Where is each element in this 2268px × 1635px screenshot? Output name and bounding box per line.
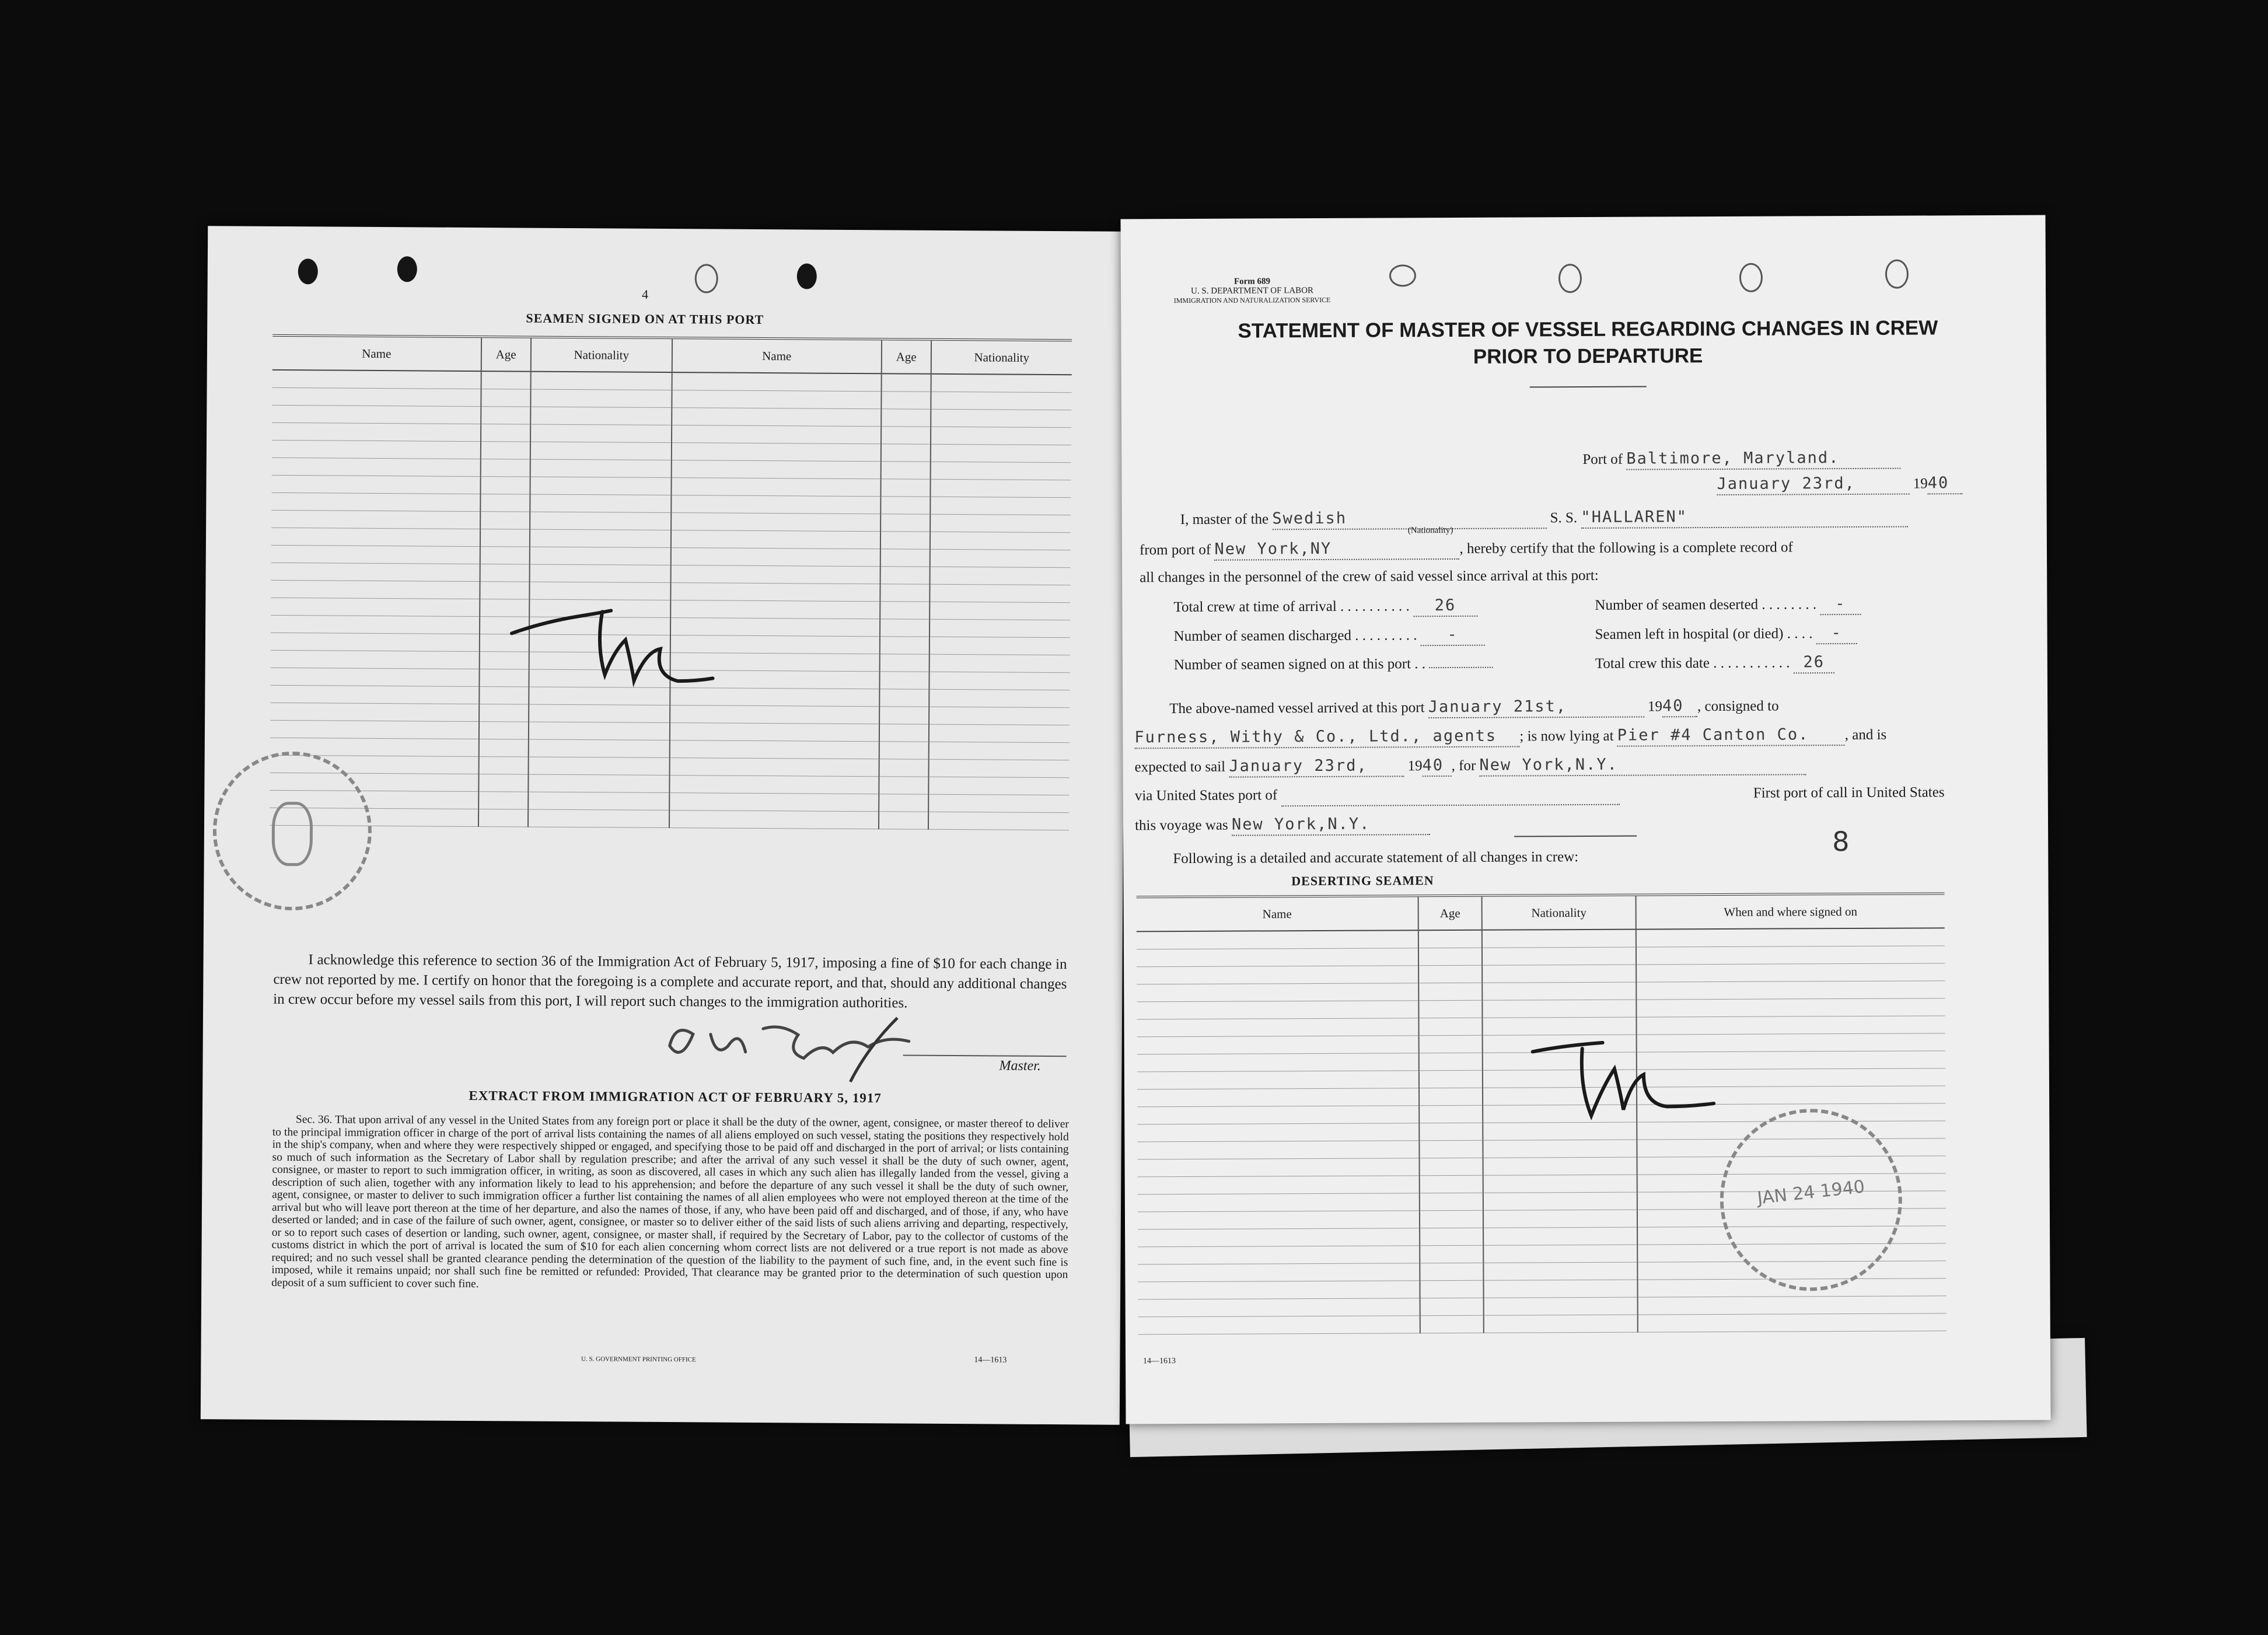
table-cell [478, 792, 528, 810]
table-cell [1636, 981, 1945, 1000]
voyage-value: New York,N.Y. [1232, 814, 1430, 836]
table-cell [929, 707, 1070, 725]
table-cell [480, 529, 530, 547]
total-arrival-label: Total crew at time of arrival . . . . . . . . . . [1173, 598, 1410, 616]
hospital-value: - [1816, 623, 1857, 644]
table-cell [1484, 1297, 1638, 1315]
table-cell [1137, 1141, 1419, 1159]
table-cell [481, 371, 530, 389]
table-cell [672, 372, 882, 392]
table-cell [880, 497, 930, 515]
table-cell [880, 602, 929, 620]
table-cell [930, 479, 1071, 497]
table-cell [1138, 1246, 1420, 1264]
nil-scribble [1527, 1033, 1726, 1139]
form-code: 14—1613 [1143, 1357, 1176, 1366]
table-cell [1636, 946, 1945, 965]
table-cell [1482, 982, 1636, 1000]
table-cell [1138, 1193, 1420, 1212]
master-signature [658, 1011, 927, 1088]
table-cell [1484, 1315, 1638, 1333]
table-cell [1420, 1210, 1483, 1228]
table-cell [270, 703, 479, 721]
table-cell [478, 809, 528, 827]
table-cell [1420, 1158, 1483, 1175]
port-label: Port of [1582, 451, 1623, 468]
table-cell [1483, 1245, 1637, 1263]
table-cell [670, 583, 880, 602]
table-cell [1638, 1296, 1947, 1315]
table-cell [880, 567, 929, 585]
table-cell [530, 389, 672, 407]
table-cell [1482, 1017, 1636, 1035]
table-cell [931, 392, 1071, 410]
expected-year-prefix: 19 [1407, 758, 1423, 774]
right-page [1121, 215, 2051, 1424]
total-date-value: 26 [1794, 652, 1834, 673]
punch-hole [1885, 260, 1909, 289]
table-cell [931, 444, 1071, 462]
table-cell [880, 619, 929, 637]
and-is-label: , and is [1844, 726, 1887, 743]
punch-hole [797, 263, 817, 289]
column-header-nationality: Nationality [1482, 895, 1636, 930]
nationality-value: Swedish [1272, 508, 1546, 530]
table-cell [270, 720, 479, 739]
table-cell [1419, 1123, 1483, 1140]
table-cell [271, 633, 480, 651]
table-cell [1418, 965, 1482, 983]
nationality-caption: (Nationality) [1407, 525, 1453, 536]
table-cell [672, 425, 881, 444]
table-cell [1483, 1262, 1637, 1280]
table-cell [1418, 983, 1482, 1000]
lying-value: Pier #4 Canton Co. [1617, 725, 1845, 747]
table-cell [1482, 1000, 1636, 1018]
table-cell [271, 492, 480, 511]
total-arrival-value: 26 [1413, 596, 1477, 617]
table-cell [530, 442, 672, 460]
table-cell [672, 460, 881, 479]
master-of-label: I, master of the [1180, 511, 1269, 528]
via-label: via United States port of [1134, 787, 1278, 804]
deserting-title: DESERTING SEAMEN [1291, 873, 1434, 889]
column-header-signed-on: When and where signed on [1636, 893, 1945, 929]
arrived-year-prefix: 19 [1647, 698, 1663, 715]
table-cell [1636, 928, 1945, 947]
table-cell [1418, 1000, 1482, 1018]
table-cell [271, 527, 480, 546]
voyage-label: this voyage was [1134, 817, 1228, 834]
page-number: 4 [641, 287, 649, 302]
table-cell [481, 442, 530, 460]
table-cell [672, 408, 881, 427]
table-cell [879, 759, 928, 777]
table-cell [272, 387, 481, 406]
column-header-name: Name [672, 338, 882, 373]
consigned-label: , consigned to [1697, 698, 1779, 715]
table-cell [270, 668, 479, 686]
table-cell [478, 739, 528, 757]
table-cell [1483, 1280, 1637, 1298]
discharged-value: - [1421, 625, 1485, 646]
table-cell [529, 582, 670, 600]
table-cell [1483, 1210, 1637, 1228]
punch-hole [1389, 264, 1416, 287]
table-cell [1482, 965, 1636, 983]
table-cell [929, 637, 1070, 655]
table-cell [530, 459, 671, 477]
table-cell [929, 549, 1070, 567]
table-cell [880, 549, 929, 567]
table-cell [1636, 963, 1945, 982]
table-cell [530, 512, 671, 530]
table-cell [929, 672, 1070, 690]
table-cell [1483, 1192, 1637, 1210]
table-cell [879, 724, 929, 742]
table-cell [1418, 930, 1482, 948]
table-cell [929, 654, 1070, 672]
table-cell [272, 370, 481, 389]
table-cell [1418, 1018, 1482, 1035]
signed-on-value [1429, 667, 1493, 668]
table-cell [480, 494, 530, 512]
table-cell [928, 742, 1069, 760]
deserted-value: - [1820, 594, 1861, 615]
table-cell [480, 459, 530, 477]
discharged-label: Number of seamen discharged . . . . . . . . . [1173, 627, 1417, 645]
table-cell [1137, 1036, 1419, 1054]
expected-label: expected to sail [1134, 759, 1226, 775]
punch-hole [397, 256, 417, 282]
printing-office: U. S. GOVERNMENT PRINTING OFFICE [581, 1355, 696, 1364]
table-cell [272, 440, 481, 459]
table-cell [1137, 1106, 1419, 1124]
table-cell [671, 513, 880, 532]
table-cell [481, 407, 530, 425]
table-cell [928, 759, 1069, 777]
table-cell [670, 740, 879, 759]
table-cell [879, 777, 928, 795]
table-cell [1482, 947, 1636, 965]
ship-name: "HALLAREN" [1581, 506, 1907, 529]
table-cell [671, 478, 880, 497]
column-header-name: Name [272, 336, 481, 371]
table-cell [931, 374, 1071, 393]
table-cell [1138, 1298, 1420, 1317]
table-cell [271, 598, 480, 616]
seamen-signed-on-table [270, 334, 1072, 830]
table-cell [1419, 1035, 1483, 1053]
hospital-label: Seamen left in hospital (or died) . . . . [1595, 626, 1813, 642]
table-cell [1419, 1105, 1483, 1123]
table-cell [1138, 1228, 1420, 1247]
column-header-nationality: Nationality [931, 340, 1072, 375]
table-cell [481, 389, 530, 407]
table-cell [481, 424, 530, 442]
table-cell [1137, 1088, 1419, 1107]
expected-value: January 23rd, [1229, 756, 1404, 777]
table-cell [1419, 1140, 1483, 1158]
arrived-label: The above-named vessel arrived at this port [1169, 700, 1425, 717]
master-label: Master. [999, 1058, 1041, 1074]
table-cell [1137, 1123, 1419, 1142]
for-label: , for [1451, 757, 1476, 774]
date-value: January 23rd, [1717, 474, 1909, 495]
table-cell [1419, 1053, 1483, 1070]
table-cell [479, 722, 529, 740]
form-title: STATEMENT OF MASTER OF VESSEL REGARDING CHANGES IN CREW [1238, 316, 1938, 343]
extract-title: EXTRACT FROM IMMIGRATION ACT OF FEBRUARY 5, 1917 [469, 1088, 882, 1106]
table-cell [1420, 1280, 1483, 1298]
table-cell [1137, 1071, 1419, 1089]
table-cell [1483, 1157, 1637, 1175]
table-cell [671, 548, 880, 567]
column-header-age: Age [881, 339, 931, 374]
table-cell [931, 409, 1071, 427]
table-cell [1138, 1176, 1420, 1194]
table-cell [530, 372, 672, 390]
table-cell [1137, 948, 1418, 967]
table-cell [529, 564, 670, 582]
acknowledgement-paragraph: I acknowledge this reference to section 36 of the Immigration Act of February 5, 1917, imposing a fine of $10 for each change in crew not reported by me. I certify on honor that the foregoing is a complete and accurate report, and that, should any additional changes in crew occur before my vessel sails from this port, I will report such changes to the immigration authorities. [273, 952, 1067, 1011]
table-cell [672, 443, 881, 462]
form-subtitle: PRIOR TO DEPARTURE [1473, 344, 1703, 368]
table-cell [879, 654, 929, 672]
table-cell [881, 392, 931, 410]
table-cell [879, 672, 929, 690]
table-cell [478, 757, 528, 775]
table-cell [271, 475, 480, 494]
table-cell [528, 757, 669, 775]
table-cell [670, 705, 879, 724]
table-cell [1420, 1228, 1483, 1245]
column-header-age: Age [1418, 896, 1482, 930]
table-cell [879, 707, 929, 725]
table-cell [1137, 1053, 1419, 1072]
table-cell [879, 794, 928, 812]
table-cell [1138, 1211, 1420, 1229]
certify-text: , hereby certify that the following is a complete record of [1459, 539, 1793, 557]
for-value: New York,N.Y. [1479, 754, 1806, 776]
date-stamp [1720, 1109, 1902, 1291]
table-cell [881, 427, 931, 445]
station-stamp [212, 751, 372, 911]
table-cell [271, 650, 480, 669]
certify-text-2: all changes in the personnel of the crew of said vessel since arrival at this port: [1140, 567, 1599, 586]
table-cell [1420, 1263, 1483, 1280]
table-cell [929, 619, 1070, 637]
total-date-label: Total crew this date . . . . . . . . . . . [1595, 655, 1790, 672]
section-title: SEAMEN SIGNED ON AT THIS PORT [526, 310, 764, 327]
from-port-value: New York,NY [1214, 539, 1459, 561]
table-cell [928, 777, 1069, 795]
table-cell [930, 514, 1071, 532]
table-cell [530, 547, 671, 565]
table-cell [670, 723, 879, 742]
table-cell [930, 462, 1071, 480]
table-cell [929, 567, 1070, 585]
column-header-age: Age [481, 337, 530, 372]
punch-hole [695, 264, 718, 293]
column-header-nationality: Nationality [531, 337, 673, 372]
table-cell [880, 462, 930, 480]
table-cell [930, 497, 1071, 515]
table-cell [1482, 930, 1636, 948]
punch-hole [1739, 263, 1763, 292]
table-row [1138, 1313, 1947, 1334]
table-cell [530, 477, 671, 495]
table-cell [931, 427, 1071, 445]
form-number: Form 689 [1233, 277, 1271, 287]
table-cell [881, 409, 931, 427]
left-page [201, 226, 1127, 1425]
table-cell [1419, 1070, 1483, 1088]
first-call-label: First port of call in United States [1753, 784, 1945, 801]
table-cell [530, 494, 671, 512]
lying-label: ; is now lying at [1519, 728, 1614, 745]
table-cell [881, 373, 931, 392]
table-cell [529, 722, 670, 740]
table-cell [879, 742, 928, 760]
table-cell [1638, 1313, 1947, 1332]
arrived-year-suffix: 40 [1662, 696, 1697, 717]
table-cell [669, 775, 879, 794]
table-cell [272, 422, 481, 441]
table-cell [271, 563, 480, 581]
table-cell [271, 615, 480, 634]
table-cell [271, 545, 480, 564]
service-label: IMMIGRATION AND NATURALIZATION SERVICE [1173, 295, 1331, 305]
table-cell [880, 514, 930, 532]
table-cell [528, 774, 669, 792]
department-label: U. S. DEPARTMENT OF LABOR [1191, 286, 1314, 296]
table-cell [528, 809, 669, 827]
table-cell [1418, 948, 1482, 965]
table-cell [529, 704, 670, 722]
year-suffix: 40 [1928, 473, 1963, 494]
table-cell [928, 812, 1069, 830]
table-cell [1483, 1175, 1637, 1193]
table-cell [1419, 1088, 1483, 1105]
table-cell [528, 792, 669, 810]
table-cell [1138, 1281, 1420, 1299]
table-cell [480, 477, 530, 495]
table-cell [1420, 1315, 1484, 1333]
table-cell [879, 637, 929, 655]
table-cell [879, 689, 929, 707]
table-cell [1420, 1245, 1483, 1263]
table-cell [1137, 966, 1418, 984]
table-cell [529, 739, 670, 757]
table-cell [1420, 1298, 1484, 1315]
following-text: Following is a detailed and accurate statement of all changes in crew: [1173, 849, 1579, 867]
table-cell [671, 565, 880, 584]
table-cell [929, 689, 1070, 707]
table-cell [1420, 1193, 1483, 1210]
deserted-label: Number of seamen deserted . . . . . . . . [1595, 596, 1817, 613]
table-cell [672, 390, 881, 409]
table-cell [1137, 930, 1418, 949]
table-cell [929, 724, 1070, 742]
table-cell [1483, 1140, 1637, 1158]
table-cell [1420, 1175, 1483, 1193]
table-cell [271, 510, 480, 529]
marginal-mark: 8 [1832, 826, 1850, 858]
table-cell [669, 758, 879, 777]
table-cell [480, 582, 529, 600]
table-cell [1137, 1018, 1418, 1037]
punch-hole [298, 258, 318, 284]
column-header-name: Name [1137, 896, 1418, 931]
table-cell [669, 793, 879, 812]
signed-on-label: Number of seamen signed on at this port . . [1173, 656, 1426, 673]
table-cell [1483, 1227, 1637, 1245]
table-cell [480, 564, 529, 582]
table-cell [272, 405, 481, 424]
table-cell [530, 424, 672, 442]
table-cell [530, 407, 672, 425]
punch-hole [1558, 264, 1582, 293]
table-cell [1138, 1263, 1420, 1282]
table-cell [929, 602, 1070, 620]
table-cell [930, 532, 1071, 550]
year-prefix: 19 [1913, 476, 1928, 492]
table-cell [1138, 1158, 1420, 1177]
table-cell [1137, 1001, 1418, 1019]
table-cell [1138, 1316, 1420, 1334]
table-cell [929, 584, 1070, 602]
port-value: Baltimore, Maryland. [1626, 448, 1900, 470]
table-cell [479, 704, 529, 722]
table-cell [530, 529, 671, 547]
table-cell [879, 812, 928, 830]
table-cell [880, 532, 930, 550]
table-cell [1636, 1016, 1945, 1035]
table-cell [1636, 998, 1945, 1017]
table-cell [928, 794, 1069, 812]
nil-scribble [508, 598, 719, 704]
via-value [1281, 784, 1619, 807]
stamp-date: JAN 24 1940 [1756, 1176, 1866, 1209]
consignee-value: Furness, Withy & Co., Ltd., agents [1134, 726, 1519, 749]
table-cell [880, 444, 930, 462]
expected-year-suffix: 40 [1423, 756, 1452, 777]
table-cell [671, 530, 880, 549]
extract-text: Sec. 36. That upon arrival of any vessel in the United States from any foreign port or place it shall be the duty of the owner, agent, consignee, or master thereof to deliver to the principal immigration officer in charge of the port of arrival lists containing the names of all aliens employed on such vessel, stating the positions they respectively hold in the ship's company, when and where they were respectively shipped or engaged, and specifying those to be paid off and discharged in the port of arrival; or lists containing so much of such information as the Secretary of Labor shall by regulation prescribe; and after the arrival of any such vessel it shall be the duty of such owner, agent, consignee, or master to report to such immigration officer, in writing, as soon as discovered, all cases in which any such alien has illegally landed from the vessel, giving a description of such alien, together with any information likely to lead to his apprehension; and before the departure of any such vessel it shall be the duty of such owner, agent, consignee, or master to deliver to such immigration officer a further list containing the names of all alien employees who were not employed thereon at the time of the arrival but who will leave port thereon at the time of her departure, and also the names of those, if any, who have been paid off and discharged, and of those, if any, who have deserted or landed; and in case of the failure of such owner, agent, consignee, or master so to deliver either of the said lists of such aliens arriving and departing, respectively, or so to report such cases of desertion or landing, such owner, agent, consignee, or master shall, if required by the Secretary of Labor, pay to the collector of customs of the customs district in which the port of arrival is located the sum of $10 for each alien concerning whom correct lists are not delivered or a true report is not made as above required; and no such vessel shall be granted clearance pending the determination of the question of the liability to the payment of such fine, and, in the event such fine is imposed, while it remains unpaid; nor shall such fine be remitted or refunded: Provided, That clearance may be granted prior to the determination of such question upon deposit of a sum sufficient to cover such fine. [271, 1113, 1069, 1290]
table-cell [480, 512, 530, 530]
ss-label: S. S. [1550, 510, 1578, 526]
form-code: 14—1613 [974, 1355, 1007, 1365]
table-cell [880, 479, 930, 497]
arrived-value: January 21st, [1428, 697, 1644, 719]
table-cell [480, 547, 529, 565]
table-cell [271, 580, 480, 599]
table-cell [1137, 983, 1418, 1002]
table-cell [478, 774, 528, 792]
from-port-label: from port of [1139, 541, 1211, 558]
table-cell [669, 810, 879, 829]
table-cell [270, 685, 479, 704]
table-cell [671, 495, 880, 514]
table-cell [272, 457, 481, 476]
table-cell [880, 584, 929, 602]
